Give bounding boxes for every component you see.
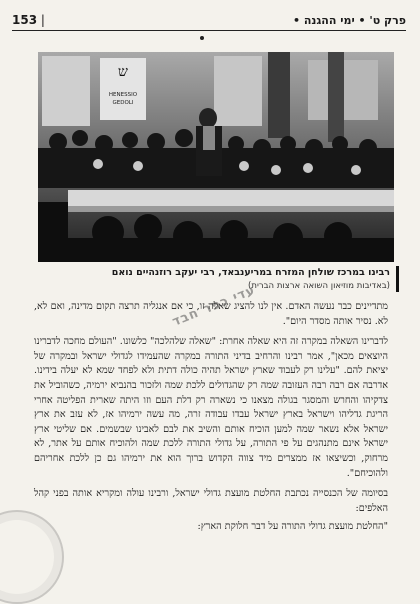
page-header [12, 10, 406, 31]
caption-credit: (באדיבות מוזיאון השואה ארצות הברית) [248, 281, 390, 291]
running-head: פרק ט' • ימי ההגנה • [292, 13, 406, 27]
page-number: 153 | [12, 13, 45, 27]
historical-photo [38, 52, 394, 262]
caption-text: רבינו במרכז שולחן המזרח במריענבאד, רבי יעקב רוזנהיים נואם [111, 267, 390, 278]
svg-text:GEDOLI: GEDOLI [112, 100, 134, 106]
banner-text: HENESSIO [108, 92, 138, 98]
svg-text:ש: ש [118, 64, 128, 80]
ornament-dot [200, 36, 204, 40]
paragraph: בסיומה של הכנסייה נכתבת החלטת מועצת גדולי ישראל, ורבינו עולה ומקריא אותה בפני קהל האלפים: [34, 488, 388, 514]
paragraph: "החלטת מועצת גדולי התורה על דבר חלוקת הארץ: [197, 521, 388, 533]
body-text [34, 300, 388, 535]
paragraph: לדברינו השאלה במקרה זה היא שאלה אחרת: "שאלה שלהלכה" כלשונו. "העולם מחכה לדברינו היוצאים מכאן", אמר רבינו והרחיב בדיני התורה במקרה שהעמידו לגדולי ישראל ובמקרה של יציאת להם. "עלינו רק לעבוד שארץ ישראל תהיה כולה דתית ולא לפחד שמא לא יעלה בידינו. אדרבה אם רבה רבה העזובה שמה רק שהגדולים ללכת שמה ולזכור בהנביא ירמיה, כשהוביל את צדקיהו והחרש והמסגר בגולה מצאנו כי נשארה רק דלת העם וזו היתה שארית הפליטה אחרי הריגת גדליהו וישראל בארץ ישראל עבדו עבודה זרה, מה עשה ירמיהו אז, לא עזב את ארץ ישראל אלא נשאר שמה למען הוכיח אותם והשיב את לבם לאבינו שבשמים. אם שליטי ארץ ישראל אינם מתנהגים על פי התורה, על גדולי התורה ללכת שמה ולהוכיח אותם על אתר, לא מרחוק, וכשיצאו אז ממצרים מיד צווה הקדוש ברוך הוא את ירמיהו גם כן ללכת אחריהם ולהוכיחם". [34, 336, 388, 479]
paragraph: מתדיינים כבר נעשה האדם. אין לנו להציג שאלה זו, כי אם אנגליה תרצה תקום מדינה, ואם לא, לא. נסיר אותה מסדר היום". [34, 301, 388, 327]
stamp-text: עדי כפר חבד [170, 282, 258, 330]
photo-caption [36, 266, 399, 292]
